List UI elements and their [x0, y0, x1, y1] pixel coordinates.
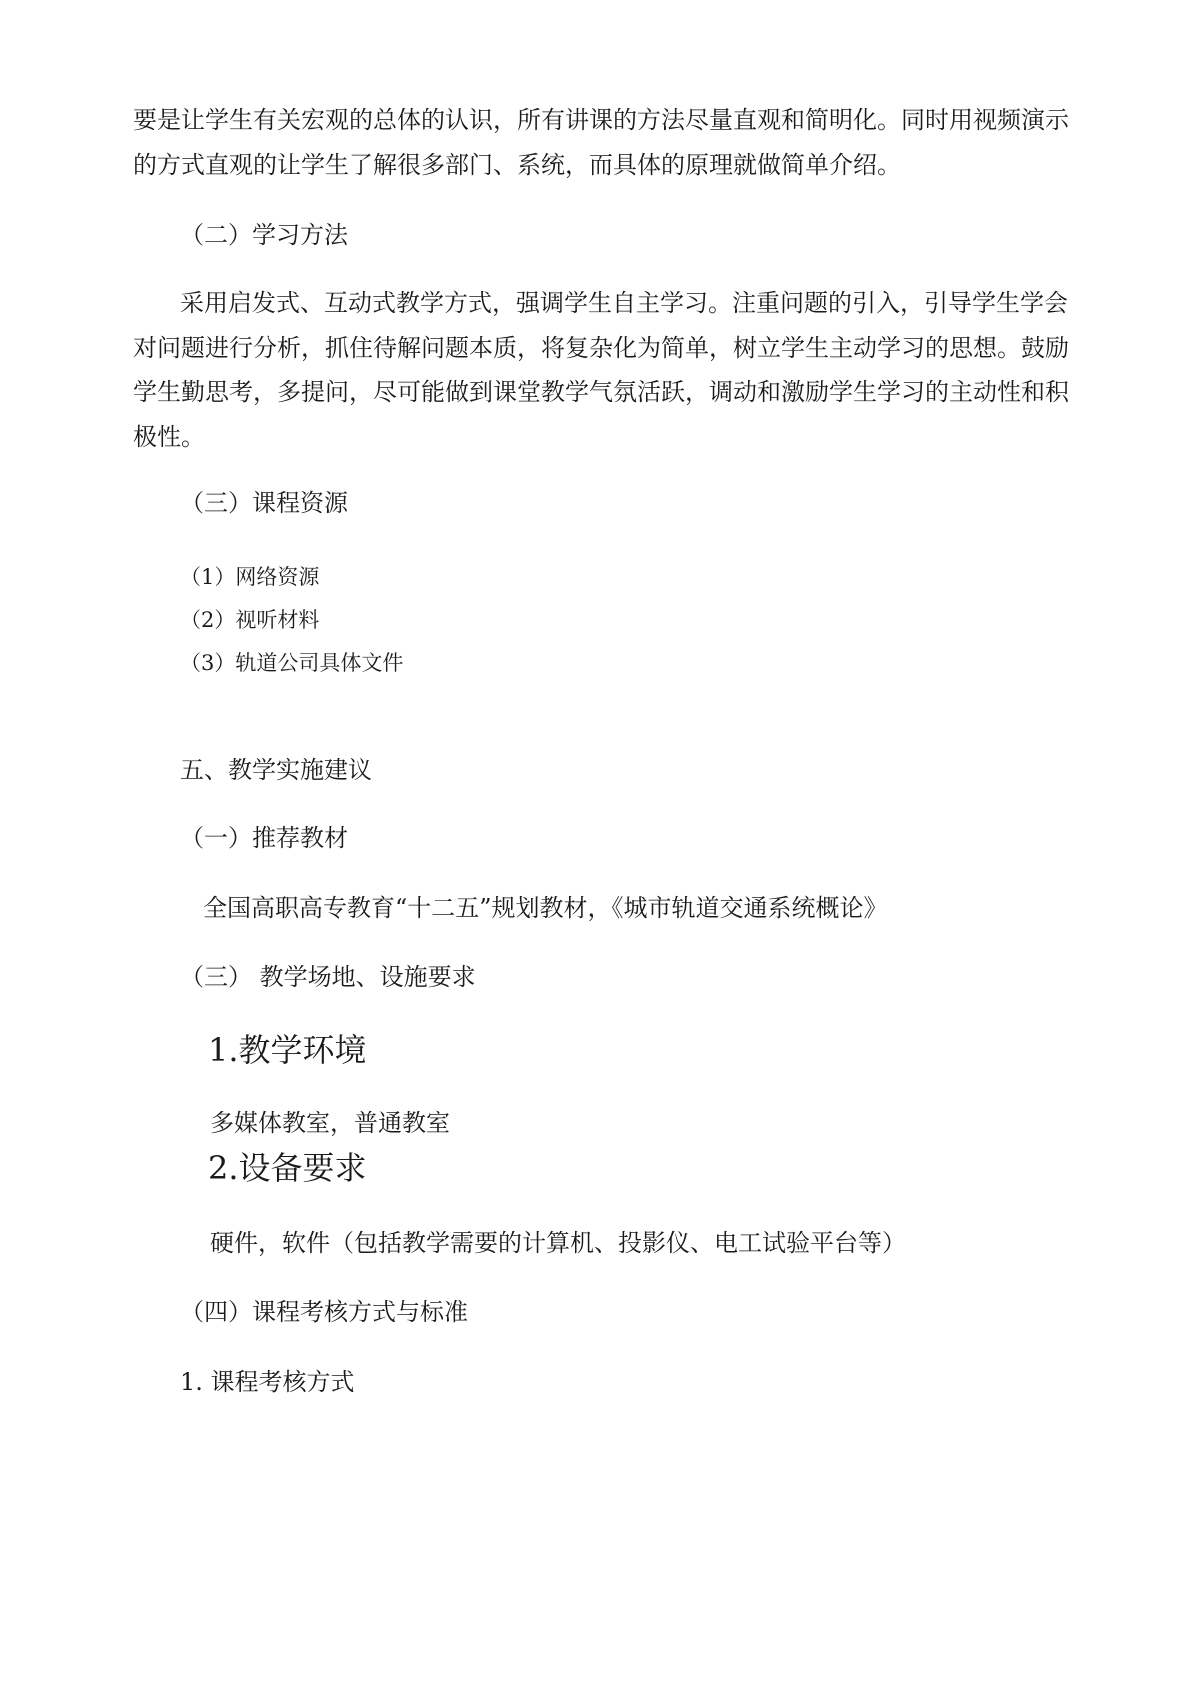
chapter-heading: 五、教学实施建议	[180, 756, 372, 784]
textbook-text: 全国高职高专教育“十二五”规划教材，《城市轨道交通系统概论》	[203, 894, 888, 922]
section-heading: （四）课程考核方式与标准	[180, 1298, 468, 1326]
section-heading: （三） 教学场地、设施要求	[180, 963, 476, 991]
resource-item: （1）网络资源	[180, 565, 320, 589]
subheading: 1.教学环境	[208, 1031, 367, 1069]
subsection-heading: 1. 课程考核方式	[180, 1368, 355, 1396]
paragraph-line: 的方式直观的让学生了解很多部门、系统，而具体的原理就做简单介绍。	[133, 151, 901, 179]
paragraph-line: 极性。	[133, 423, 205, 451]
paragraph-line: 采用启发式、互动式教学方式，强调学生自主学习。注重问题的引入，引导学生学会	[180, 289, 1068, 317]
paragraph-line: 学生勤思考，多提问，尽可能做到课堂教学气氛活跃，调动和激励学生学习的主动性和积	[133, 378, 1069, 406]
section-heading: （二）学习方法	[180, 221, 348, 249]
resource-item: （3）轨道公司具体文件	[180, 651, 404, 675]
section-heading: （一）推荐教材	[180, 824, 348, 852]
section-heading: （三）课程资源	[180, 489, 348, 517]
env-text: 多媒体教室，普通教室	[210, 1109, 450, 1137]
resource-item: （2）视听材料	[180, 608, 320, 632]
subheading: 2.设备要求	[208, 1149, 367, 1187]
paragraph-line: 对问题进行分析，抓住待解问题本质，将复杂化为简单，树立学生主动学习的思想。鼓励	[133, 334, 1069, 362]
equip-text: 硬件，软件（包括教学需要的计算机、投影仪、电工试验平台等）	[210, 1229, 906, 1257]
paragraph-line: 要是让学生有关宏观的总体的认识，所有讲课的方法尽量直观和简明化。同时用视频演示	[133, 106, 1069, 134]
